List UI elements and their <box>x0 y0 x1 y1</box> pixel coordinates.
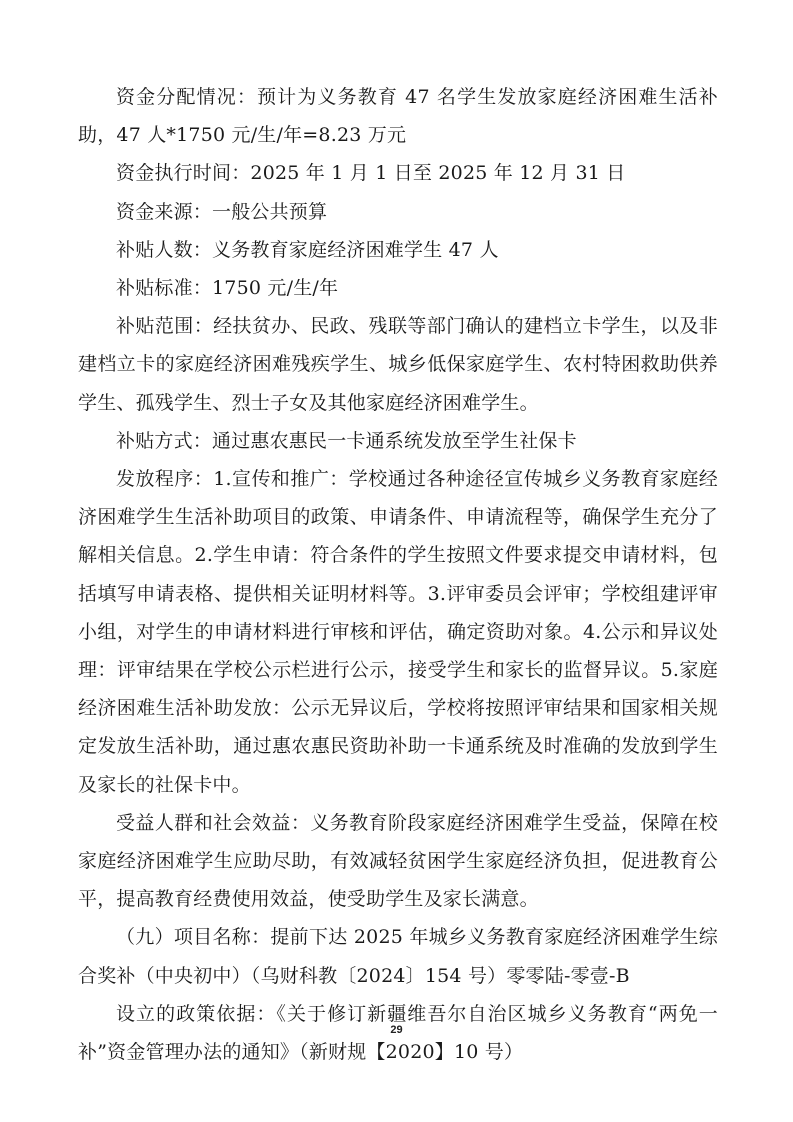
project-name-paragraph: （九）项目名称：提前下达 2025 年城乡义务教育家庭经济困难学生综合奖补（中央初中）（乌财科教〔2024〕154 号）零零陆-零壹-B <box>78 926 718 987</box>
execution-time-paragraph: 资金执行时间：2025 年 1 月 1 日至 2025 年 12 月 31 日 <box>116 162 626 185</box>
subsidy-scope-paragraph: 补贴范围：经扶贫办、民政、残联等部门确认的建档立卡学生，以及非建档立卡的家庭经济困难残疾学生、城乡低保家庭学生、农村特困救助供养学生、孤残学生、烈士子女及其他家庭经济困难学生。 <box>78 315 718 414</box>
subsidy-standard-paragraph: 补贴标准：1750 元/生/年 <box>116 277 339 300</box>
page-number: 29 <box>390 1024 403 1036</box>
fund-allocation-paragraph: 资金分配情况：预计为义务教育 47 名学生发放家庭经济困难生活补助，47 人*1750 元/生/年=8.23 万元 <box>78 86 718 147</box>
fund-source-paragraph: 资金来源：一般公共预算 <box>116 200 328 223</box>
subsidy-method-paragraph: 补贴方式：通过惠农惠民一卡通系统发放至学生社保卡 <box>116 429 577 452</box>
policy-basis-paragraph: 设立的政策依据：《关于修订新疆维吾尔自治区城乡义务教育“两免一补”资金管理办法的通知》（新财规【2020】10 号） <box>78 1002 718 1064</box>
distribution-procedure-paragraph: 发放程序：1.宣传和推广：学校通过各种途径宣传城乡义务教育家庭经济困难学生生活补助项目的政策、申请条件、申请流程等，确保学生充分了解相关信息。2.学生申请：符合条件的学生按照文件要求提交申请材料，包括填写申请表格、提供相关证明材料等。3.评审委员会评审；学校组建评审小组，对学生的申请材料进行审核和评估，确定资助对象。4.公示和异议处理：评审结果在学校公示栏进行公示，接受学生和家长的监督异议。5.家庭经济困难生活补助发放：公示无异议后，学校将按照评审结果和国家相关规定发放生活补助，通过惠农惠民资助补助一卡通系统及时准确的发放到学生及家长的社保卡中。 <box>78 468 718 796</box>
subsidy-count-paragraph: 补贴人数：义务教育家庭经济困难学生 47 人 <box>116 238 499 261</box>
document-body <box>78 78 718 1071</box>
beneficiaries-paragraph: 受益人群和社会效益：义务教育阶段家庭经济困难学生受益，保障在校家庭经济困难学生应助尽助，有效减轻贫困学生家庭经济负担，促进教育公平，提高教育经费使用效益，使受助学生及家长满意。 <box>78 811 718 911</box>
